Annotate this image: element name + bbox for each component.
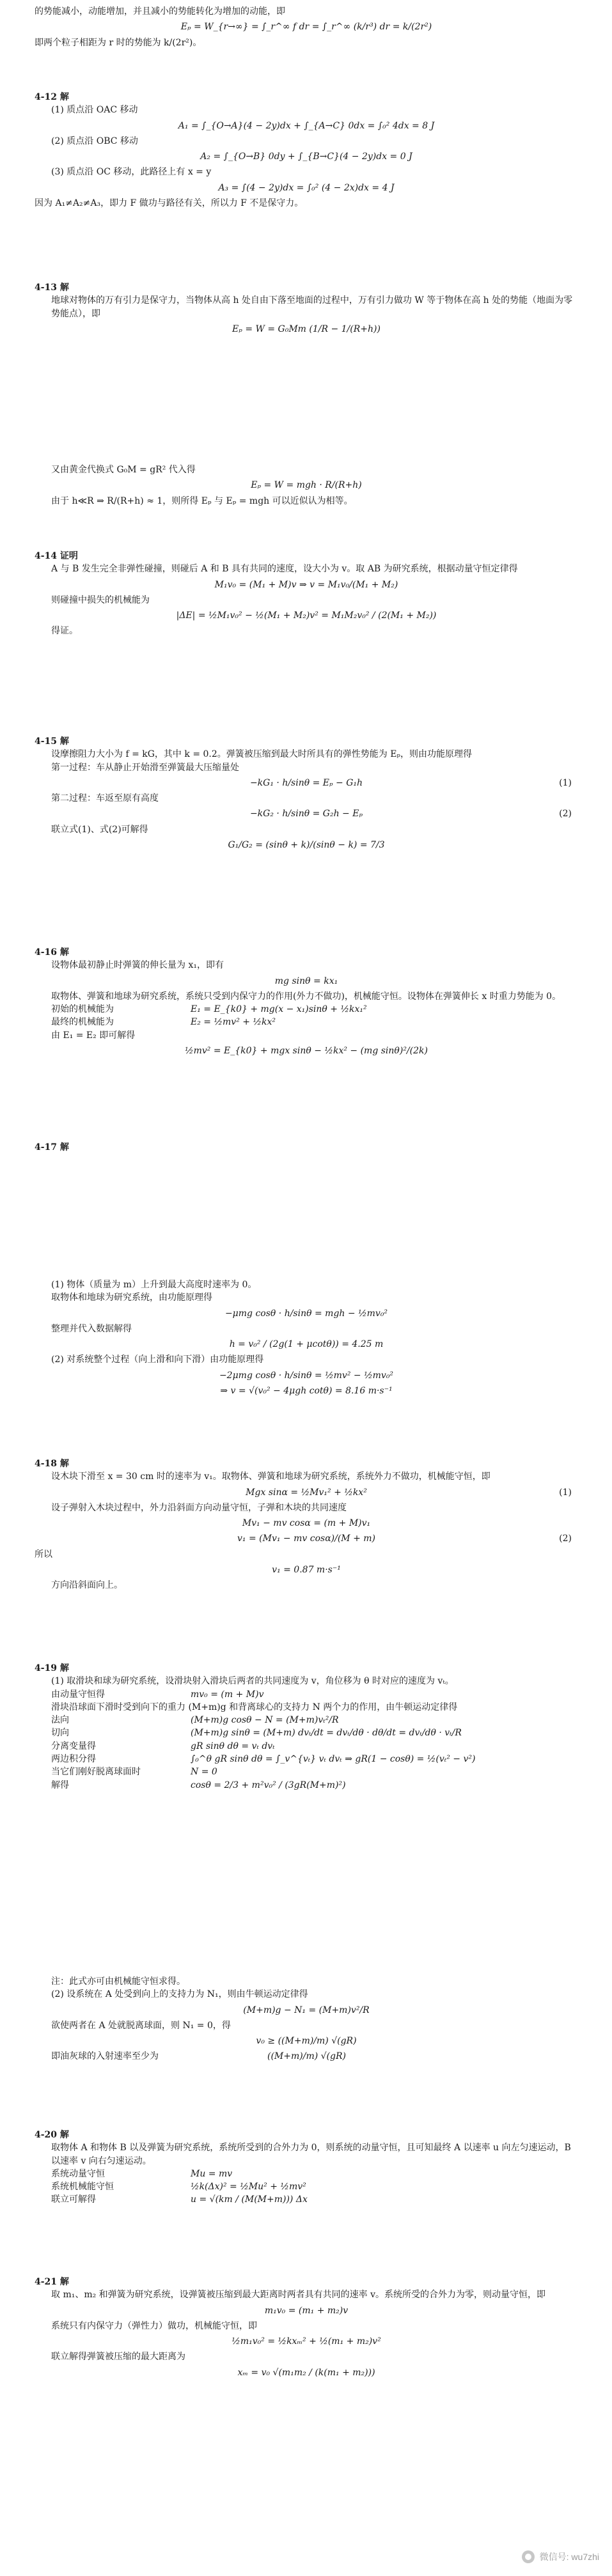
p415-eq1: −kG₁ · h/sinθ = Eₚ − G₁h [249,777,363,788]
row-label: 切向 [51,1728,69,1739]
wechat-watermark [522,2550,599,2563]
row-eq: ∫₀^θ gR sinθ dθ = ∫_v^{vₜ} vₜ dvₜ ⇒ gR(1 − cosθ) = ½(vₜ² − v²) [191,1754,476,1765]
p420-row2 [35,2180,578,2193]
row-eq: cosθ = 2/3 + m²v₀² / (3gR(M+m)²) [191,1780,346,1790]
p413-eq2: Eₚ = W = mgh · R/(R+h) [251,480,362,491]
a3-eq: A₃ = ∫(4 − 2y)dx = ∫₀² (4 − 2x)dx = 4 J [218,182,395,193]
p419-row2 [35,1714,578,1726]
p420-row3 [35,2193,578,2206]
problem-head: 4-18 解 [35,1459,69,1469]
row-eq: mv₀ = (m + M)v [191,1689,264,1700]
p416-eq-final: ½mv² = E_{k0} + mgx sinθ − ½kx² − (mg sinθ)²/(2k) [185,1046,428,1057]
problem-head: 4-19 解 [35,1663,69,1673]
p419-row3 [35,1726,578,1739]
p414-text: A 与 B 发生完全非弹性碰撞，则碰后 A 和 B 具有共同的速度，设大小为 v。取 AB 为研究系统，根据动量守恒定律得 [51,564,518,575]
row-eq: (M+m)g sinθ = (M+m) dvₜ/dt = dvₜ/dθ · dθ/dt = dvₜ/dθ · vₜ/R [191,1728,462,1739]
eq-number: (2) [559,809,572,819]
row-label: 初始的机械能为 [51,1004,114,1015]
p417-eq1: −μmg cosθ · h/sinθ = mgh − ½mv₀² [224,1308,388,1319]
p415-step2: 第二过程：车返至原有高度 [51,793,159,804]
p421-text3: 联立解得弹簧被压缩的最大距离为 [51,2352,185,2363]
p420-text: 取物体 A 和物体 B 以及弹簧为研究系统，系统所受到的合外力为 0，则系统的动量守恒，且可知最终 A 以速率 u 向左匀速运动，B 以速率 v 向右匀速运动。 [51,2143,571,2166]
p418-eq3-row [35,1532,578,1545]
problem-head: 4-13 解 [35,283,69,293]
eq-number: (1) [559,1487,572,1498]
intro-eq1: Eₚ = W_{r→∞} = ∫_r^∞ f dr = ∫_r^∞ (k/r³) dr = k/(2r²) [180,22,432,33]
p414-text2: 则碰撞中损失的机械能为 [51,594,150,605]
problem-head: 4-16 解 [35,947,69,958]
p416-eq0: mg sinθ = kx₁ [274,975,338,986]
problem-4-13 [35,281,578,338]
p417-text1: 取物体和地球为研究系统，由功能原理得 [51,1292,212,1303]
p418-eq3: v₁ = (Mv₁ − mv cosα)/(M + m) [237,1533,375,1544]
problem-4-15 [35,735,578,854]
problem-4-17 [35,1278,578,1400]
intro-line1: 的势能减小，动能增加，并且减小的势能转化为增加的动能，即 [35,6,285,17]
row-label: 系统动量守恒 [51,2168,105,2179]
p419-eq-b: v₀ ≥ ((M+m)/m) √(gR) [256,2036,357,2047]
p419-eq-a: (M+m)g − N₁ = (M+m)v²/R [243,2005,370,2015]
p417-part1: (1) 物体（质量为 m）上升到最大高度时速率为 0。 [51,1280,257,1290]
p415-text: 设摩擦阻力大小为 f = kG，其中 k = 0.2。弹簧被压缩到最大时所具有的弹性势能为 Eₚ，则由功能原理得 [51,749,473,760]
problem-head: 4-20 解 [35,2130,69,2140]
p413-text2: 又由黄金代换式 G₀M = gR² 代入得 [51,465,196,475]
p421-text2: 系统只有内保守力（弹性力）做功，机械能守恒，即 [51,2320,257,2331]
problem-head: 4-12 解 [35,92,69,102]
p418-text2: 设子弹射入木块过程中，外力沿斜面方向动量守恒，子弹和木块的共同速度 [51,1502,347,1513]
p419-part2: (2) 设系统在 A 处受到向上的支持力为 N₁，则由牛顿运动定律得 [51,1989,308,2000]
p421-eq2: ½m₁v₀² = ½kxₘ² + ½(m₁ + m₂)v² [231,2336,381,2347]
wechat-icon [522,2550,535,2563]
problem-4-19 [35,1662,578,1792]
p415-step1: 第一过程：车从静止开始滑至弹簧最大压缩量处 [51,762,239,773]
p419-row6 [35,1765,578,1778]
problem-4-20 [35,2129,578,2207]
row-eq: Mu = mv [191,2168,233,2179]
a3-label: (3) 质点沿 OC 移动，此路径上有 x = y [51,167,212,178]
row-eq: gR sinθ dθ = vₜ dvₜ [191,1741,275,1751]
p418-text: 设木块下滑至 x = 30 cm 时的速率为 v₁。取物体、弹簧和地球为研究系统，系统外力不做功，机械能守恒，即 [51,1471,490,1482]
p418-eq2: Mv₁ − mv cosα = (m + M)v₁ [242,1518,371,1529]
row-eq: E₂ = ½mv² + ½kx² [191,1017,276,1028]
p419-text3: 欲使两者在 A 处就脱离球面，则 N₁ = 0，得 [51,2020,231,2031]
row-eq: ((M+m)/m) √(gR) [267,2051,346,2062]
a1-eq: A₁ = ∫_{O→A}(4 − 2y)dx + ∫_{A→C} 0dx = ∫₀² 4dx = 8 J [178,120,435,131]
row-label: 法向 [51,1715,69,1726]
p414-eq1: M₁v₀ = (M₁ + M)v ⇒ v = M₁v₀/(M₁ + M₂) [214,579,398,590]
intro-section [35,5,578,49]
watermark-label: 微信号: wu7zhi [539,2551,599,2562]
p416-row1 [35,1003,578,1016]
problem-4-12 [35,91,578,210]
p418-text3: 所以 [35,1549,52,1560]
problem-4-13-cont [35,463,578,508]
a2-eq: A₂ = ∫_{O→B} 0dy + ∫_{B→C}(4 − 2y)dx = 0 J [200,151,412,162]
p414-eq2: |ΔE| = ½M₁v₀² − ½(M₁ + M₂)v² = M₁M₂v₀² / (2(M₁ + M₂)) [176,610,437,621]
problem-4-21 [35,2276,578,2382]
p419-final-row [35,2050,578,2063]
p418-eq1: Mgx sinα = ½Mv₁² + ½kx² [246,1487,367,1498]
p415-eq2-row [35,807,578,820]
row-label: 联立可解得 [51,2194,96,2205]
problem-head: 4-14 证明 [35,551,78,561]
p413-eq1: Eₚ = W = G₀Mm (1/R − 1/(R+h)) [232,323,381,334]
p418-text4: 方向沿斜面向上。 [51,1580,123,1591]
p415-step3: 联立式(1)、式(2)可解得 [51,824,148,835]
p418-eq1-row [35,1486,578,1499]
problem-4-18 [35,1457,578,1592]
problem-head: 4-15 解 [35,736,69,747]
p413-text: 地球对物体的万有引力是保守力，当物体从高 h 处自由下落至地面的过程中，万有引力做功 W 等于物体在高 h 处的势能（地面为零势能点），即 [51,295,573,319]
intro-line2: 即两个粒子相距为 r 时的势能为 k/(2r²)。 [35,37,202,48]
p417-part2: (2) 对系统整个过程（向上滑和向下滑）由功能原理得 [51,1354,264,1365]
problem-4-16 [35,946,578,1060]
p418-eq4: v₁ = 0.87 m·s⁻¹ [272,1565,341,1576]
problem-head: 4-17 解 [35,1142,69,1152]
p417-eq3: −2μmg cosθ · h/sinθ = ½mv² − ½mv₀² [219,1370,394,1381]
p419-row4 [35,1740,578,1753]
row-label: 由动量守恒得 [51,1689,105,1700]
row-label: 解得 [51,1780,69,1790]
p421-eq1: m₁v₀ = (m₁ + m₂)v [264,2305,349,2316]
row-label: 最终的机械能为 [51,1017,114,1028]
p416-row3-label: 由 E₁ = E₂ 即可解得 [51,1030,136,1041]
problem-head: 4-21 解 [35,2277,69,2287]
p421-text: 取 m₁、m₂ 和弹簧为研究系统，设弹簧被压缩到最大距离时两者具有共同的速率 v。系统所受的合外力为零，则动量守恒，即 [51,2290,546,2301]
p414-concl: 得证。 [51,626,78,637]
row-label: 两边积分得 [51,1754,96,1765]
p416-row2 [35,1016,578,1028]
p417-text2: 整理并代入数据解得 [51,1323,132,1334]
p420-row1 [35,2168,578,2180]
row-label: 当它们刚好脱离球面时 [51,1767,141,1778]
row-label: 即油灰球的入射速率至少为 [51,2051,159,2062]
p419-row1 [35,1688,578,1701]
p419-text: (1) 取滑块和球为研究系统，设滑块射入滑块后两者的共同速度为 v，角位移为 θ 时对应的速度为 vₜ。 [51,1676,454,1687]
problem-4-14 [35,550,578,638]
p415-eq1-row [35,777,578,789]
a1-label: (1) 质点沿 OAC 移动 [51,105,138,116]
p415-eq2: −kG₂ · h/sinθ = G₂h − Eₚ [249,809,363,819]
p419-note: 注：此式亦可由机械能守恒求得。 [51,1976,185,1987]
problem-4-19-cont [35,1975,578,2063]
p419-row7 [35,1779,578,1792]
p419-row5 [35,1753,578,1765]
eq-number: (2) [559,1533,572,1544]
p415-eq3: G₁/G₂ = (sinθ + k)/(sinθ − k) = 7/3 [228,840,385,851]
row-eq: (M+m)g cosθ − N = (M+m)vₜ²/R [191,1715,339,1726]
p412-conclusion: 因为 A₁≠A₂≠A₃，即力 F 做功与路径有关，所以力 F 不是保守力。 [35,198,304,209]
row-eq: ½k(Δx)² = ½Mu² + ½mv² [191,2182,306,2192]
row-eq: N = 0 [191,1767,217,1778]
row-label: 系统机械能守恒 [51,2182,114,2192]
p419-text2: 滑块沿球面下滑时受到向下的重力 (M+m)g 和背离球心的支持力 N 两个力的作用，由牛顿运动定律得 [51,1702,458,1712]
eq-number: (1) [559,777,572,788]
p421-eq3: xₘ = v₀ √(m₁m₂ / (k(m₁ + m₂))) [237,2367,375,2378]
row-eq: E₁ = E_{k0} + mg(x − x₁)sinθ + ½kx₁² [191,1004,367,1015]
problem-4-17-head [35,1141,578,1154]
row-label: 分离变量得 [51,1741,96,1751]
a2-label: (2) 质点沿 OBC 移动 [51,136,138,146]
p417-eq4: ⇒ v = √(v₀² − 4μgh cotθ) = 8.16 m·s⁻¹ [220,1386,393,1397]
p416-text: 设物体最初静止时弹簧的伸长量为 x₁，即有 [51,960,224,971]
p413-text3: 由于 h≪R ⇒ R/(R+h) ≈ 1，则所得 Eₚ 与 Eₚ = mgh 可以近似认为相等。 [51,495,353,506]
p417-eq2: h = v₀² / (2g(1 + μcotθ)) = 4.25 m [229,1339,384,1350]
p416-text2: 取物体、弹簧和地球为研究系统，系统只受到内保守力的作用(外力不做功)，机械能守恒。设物体在弹簧伸长 x 时重力势能为 0。 [51,991,561,1002]
row-eq: u = √(km / (M(M+m))) Δx [191,2194,308,2205]
